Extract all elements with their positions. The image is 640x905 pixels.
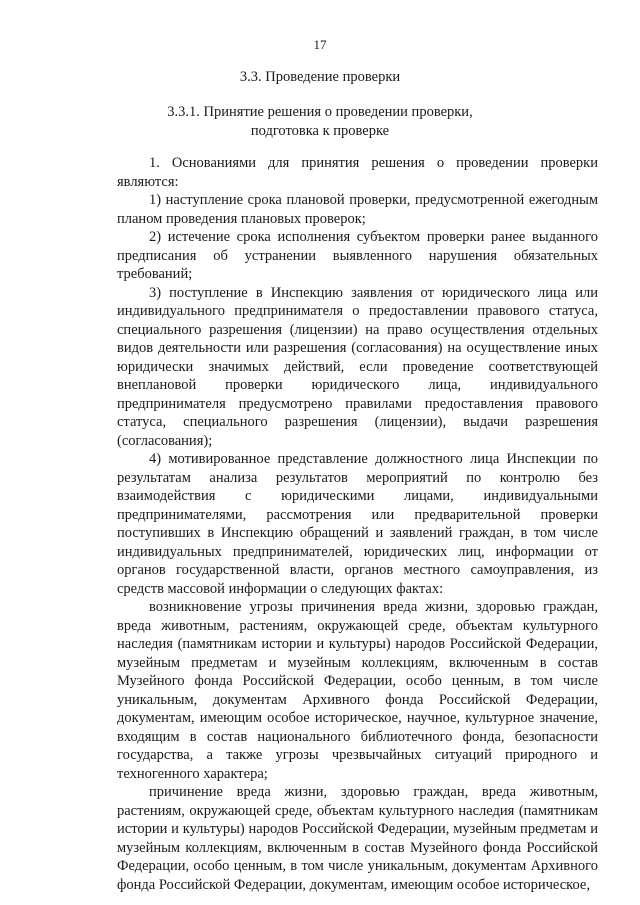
page-number: 17 — [313, 37, 327, 52]
subsection-title-line: подготовка к проверке — [250, 123, 390, 139]
text-line: результатам анализа результатов мероприятий по контролю без — [117, 469, 598, 486]
text-line: государства, а также угрозы чрезвычайных ситуаций природного и — [117, 747, 598, 763]
text-line: фонда Российской Федерации, документам, имеющим особое историческое, — [117, 876, 590, 893]
text-line: 1) наступление срока плановой проверки, предусмотренной ежегодным — [149, 192, 598, 208]
text-line: требований; — [117, 266, 193, 282]
text-line: поступивших в Инспекцию обращений и заявлений граждан, в том числе — [117, 525, 598, 541]
text-line: индивидуального предпринимателя о предоставлении правового статуса, — [117, 303, 598, 319]
text-line: музейным коллекциям, включенным в состав Музейного фонда Российской — [117, 839, 598, 856]
text-line: (согласования); — [117, 432, 213, 449]
paragraph-grounds-intro — [117, 154, 598, 191]
paragraph-ground-3 — [117, 284, 598, 451]
text-line: видов деятельности или разрешения (согласования) на осуществление иных — [117, 340, 598, 356]
text-line: являются: — [117, 173, 179, 190]
text-line: 4) мотивированное представление должностного лица Инспекции по — [149, 451, 598, 467]
paragraph-ground-4 — [117, 450, 598, 598]
paragraph-ground-2 — [117, 228, 598, 284]
text-line: предписания об устранении выявленного нарушения обязательных — [117, 247, 598, 264]
text-line: индивидуальных предпринимателей, юридических лиц, информации от — [117, 543, 598, 560]
document-body — [117, 154, 598, 894]
section-title: 3.3. Проведение проверки — [239, 69, 401, 85]
text-line: Музейного фонда Российской Федерации, особо ценным, в том числе — [117, 673, 598, 689]
paragraph-fact-threat — [117, 598, 598, 783]
text-line: истории и культуры) народов Российской Федерации, музейным предметам и — [117, 821, 598, 837]
subsection-title — [0, 103, 640, 141]
text-line: органов государственной власти, органов местного самоуправления, из — [117, 562, 598, 578]
text-line: статуса, специального разрешения (лицензии), выдачи разрешения — [117, 414, 598, 430]
text-line: техногенного характера; — [117, 765, 268, 782]
text-line: возникновение угрозы причинения вреда жизни, здоровью граждан, — [149, 599, 598, 615]
subsection-title-line: 3.3.1. Принятие решения о проведении проверки, — [167, 104, 473, 120]
text-line: Федерации, особо ценным, в том числе уникальным, документам Архивного — [117, 858, 598, 874]
text-line: внеплановой проверки юридического лица, индивидуального — [117, 377, 598, 393]
text-line: входящим в состав национального библиотечного фонда, безопасности — [117, 728, 598, 745]
text-line: юридически значимых действий, если проведение соответствующей — [117, 358, 598, 375]
text-line: 3) поступление в Инспекцию заявления от юридического лица или — [149, 284, 598, 301]
text-line: вреда животным, растениям, окружающей среде, объектам культурного — [117, 617, 598, 634]
text-line: взаимодействия с юридическими лицами, индивидуальными — [117, 488, 598, 504]
paragraph-ground-1 — [117, 191, 598, 228]
text-line: средств массовой информации о следующих фактах: — [117, 580, 444, 597]
text-line: документам, имеющим особое историческое, научное, культурное значение, — [117, 710, 598, 726]
text-line: специального разрешения (лицензии) на право осуществления отдельных — [117, 321, 598, 338]
text-line: предпринимателями, рассмотрения или предварительной проверки — [117, 506, 598, 523]
text-line: предпринимателя предусмотрено правилами предоставления правового — [117, 395, 598, 412]
text-line: 1. Основаниями для принятия решения о проведении проверки — [149, 155, 598, 171]
text-line: причинение вреда жизни, здоровью граждан, вреда животным, — [149, 784, 598, 800]
paragraph-fact-harm — [117, 783, 598, 894]
text-line: уникальным, документам Архивного фонда Российской Федерации, — [117, 691, 598, 708]
text-line: планом проведения плановых проверок; — [117, 210, 366, 227]
text-line: наследия (памятникам истории и культуры) народов Российской Федерации, — [117, 636, 598, 652]
text-line: растениям, окружающей среде, объектам культурного наследия (памятникам — [117, 802, 598, 819]
text-line: музейным предметам и музейным коллекциям, включенным в состав — [117, 654, 598, 671]
text-line: 2) истечение срока исполнения субъектом проверки ранее выданного — [149, 229, 598, 245]
